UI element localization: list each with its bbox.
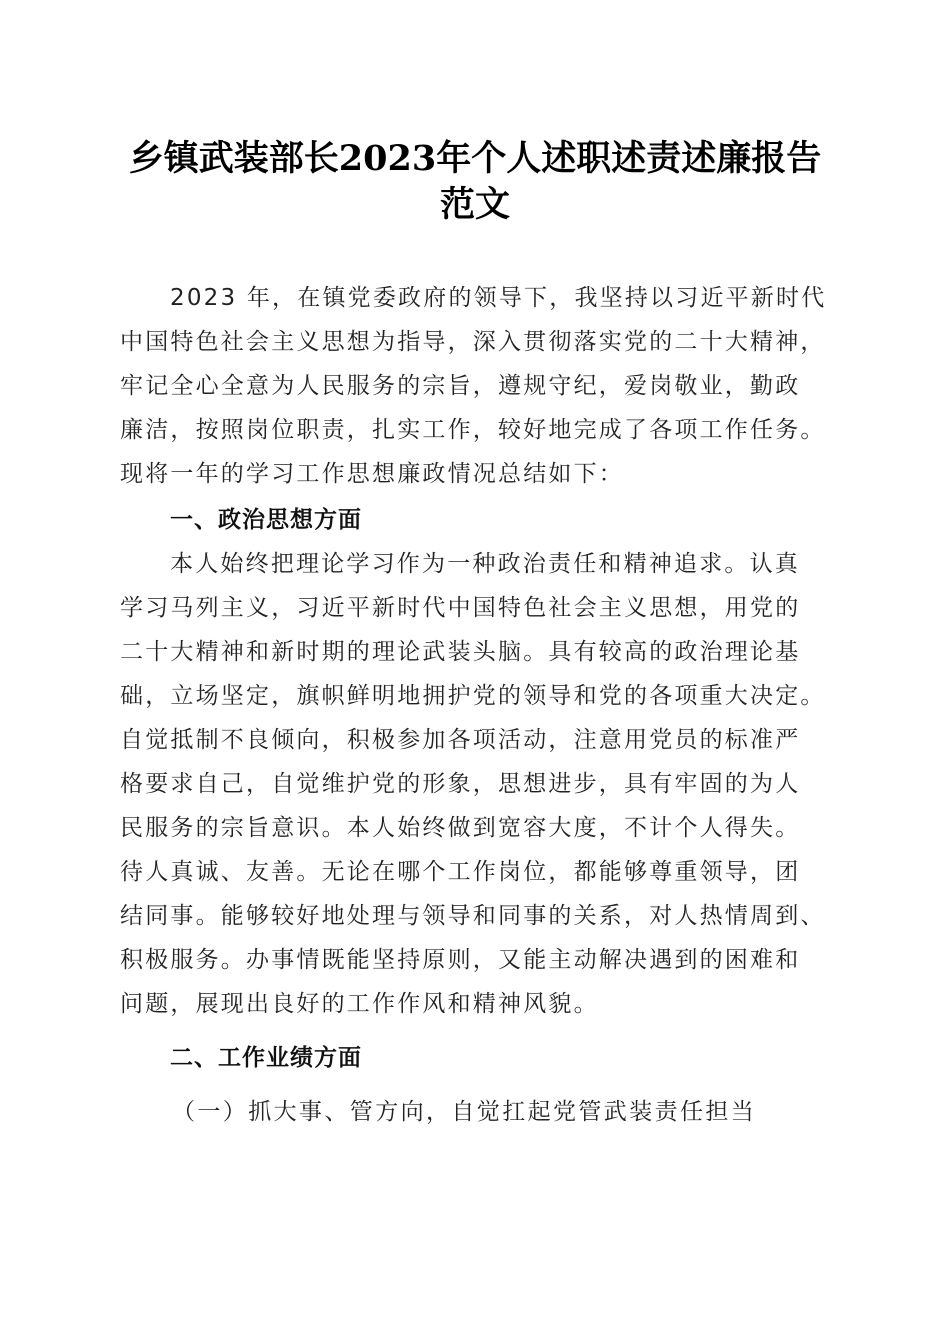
section1-line-5: 自觉抵制不良倾向，积极参加各项活动，注意用党员的标准严: [120, 727, 801, 753]
intro-line-4: 廉洁，按照岗位职责，扎实工作，较好地完成了各项工作任务。: [120, 417, 826, 443]
section-heading-performance: 二、工作业绩方面: [170, 1045, 362, 1071]
section1-line-11: 问题，展现出良好的工作作风和精神风貌。: [120, 991, 599, 1017]
subsection-heading-1: （一）抓大事、管方向，自觉扛起党管武装责任担当: [172, 1099, 757, 1125]
intro-line-2: 中国特色社会主义思想为指导，深入贯彻落实党的二十大精神，: [120, 329, 826, 355]
intro-line-3: 牢记全心全意为人民服务的宗旨，遵规守纪，爱岗敬业，勤政: [120, 373, 801, 399]
section1-line-3: 二十大精神和新时期的理论武装头脑。具有较高的政治理论基: [120, 639, 801, 665]
section1-line-1: 本人始终把理论学习作为一种政治责任和精神追求。认真: [170, 551, 800, 577]
document-title: [110, 136, 840, 228]
section-heading-political: 一、政治思想方面: [170, 507, 362, 533]
title-line-2: 范文: [439, 184, 510, 225]
section1-line-10: 积极服务。办事情既能坚持原则，又能主动解决遇到的困难和: [120, 947, 801, 973]
section1-line-4: 础，立场坚定，旗帜鲜明地拥护党的领导和党的各项重大决定。: [120, 683, 826, 709]
section1-line-2: 学习马列主义，习近平新时代中国特色社会主义思想，用党的: [120, 595, 801, 621]
section1-line-7: 民服务的宗旨意识。本人始终做到宽容大度，不计个人得失。: [120, 815, 801, 841]
title-line-1: 乡镇武装部长2023年个人述职述责述廉报告: [128, 138, 822, 179]
section1-line-8: 待人真诚、友善。无论在哪个工作岗位，都能够尊重领导，团: [120, 859, 801, 885]
intro-line-5: 现将一年的学习工作思想廉政情况总结如下：: [120, 461, 624, 487]
document-body: [120, 276, 845, 1134]
section1-line-9: 结同事。能够较好地处理与领导和同事的关系，对人热情周到、: [120, 903, 826, 929]
intro-line-1: 2023 年，在镇党委政府的领导下，我坚持以习近平新时代: [170, 285, 827, 311]
section1-line-6: 格要求自己，自觉维护党的形象，思想进步，具有牢固的为人: [120, 771, 801, 797]
